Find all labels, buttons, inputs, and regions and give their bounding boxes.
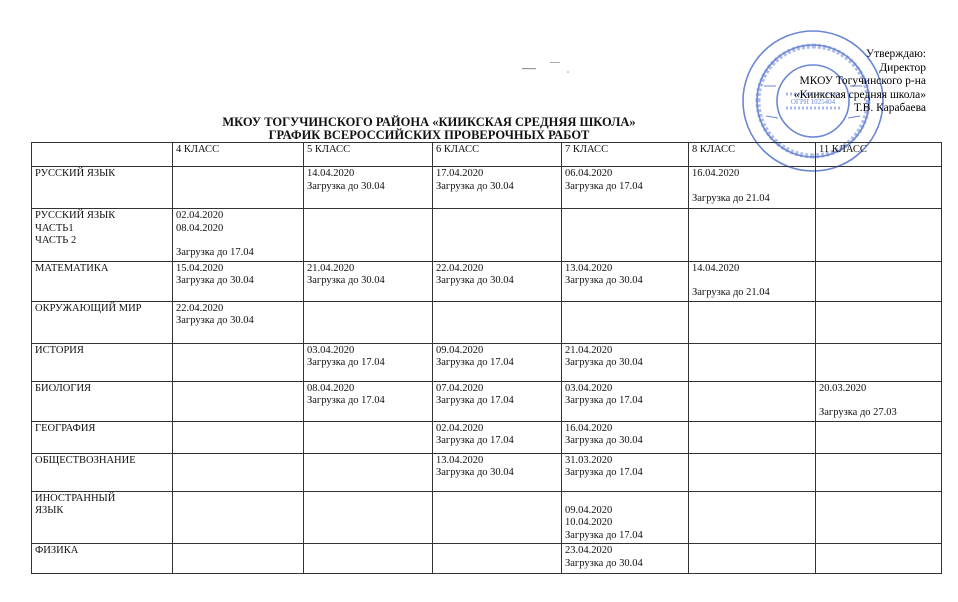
schedule-cell [173,381,304,421]
schedule-cell [173,301,304,343]
subject-name: ФИЗИКА [35,545,79,556]
schedule-cell [433,261,562,301]
test-date: 14.04.2020 [307,168,355,179]
table-row [32,209,942,262]
upload-deadline: Загрузка до 17.04 [436,435,514,446]
table-row [32,453,942,491]
test-date: 02.04.2020 [436,422,484,434]
schedule-cell [816,491,942,544]
test-date: 23.04.2020 [565,545,613,556]
table-row [32,167,942,209]
document-subtitle: ГРАФИК ВСЕРОССИЙСКИХ ПРОВЕРОЧНЫХ РАБОТ [268,128,590,142]
schedule-cell [304,491,433,544]
schedule-cell [433,343,562,381]
test-date: 31.03.2020 [565,454,613,466]
cell-spacer [565,493,685,505]
test-date: 13.04.2020 [436,454,484,466]
schedule-cell [433,301,562,343]
upload-deadline: Загрузка до 17.04 [565,180,643,192]
upload-deadline: Загрузка до 21.04 [692,192,770,204]
test-date: 09.04.2020 [436,344,484,356]
schedule-cell [433,421,562,453]
schedule-cell [433,453,562,491]
subject-cell [32,453,173,491]
test-date: 16.04.2020 [692,168,740,179]
schedule-cell [304,301,433,343]
subject-cell [32,343,173,381]
table-row [32,421,942,453]
schedule-cell [562,301,689,343]
schedule-cell [689,544,816,574]
upload-deadline: Загрузка до 30.04 [176,275,254,286]
subject-name: МАТЕМАТИКА [35,262,109,274]
seal-inner-text: ОГРН 1025404 [790,98,836,106]
upload-deadline: Загрузка до 30.04 [565,435,643,446]
schedule-cell [689,301,816,343]
schedule-cell [689,453,816,491]
subject-name: ИСТОРИЯ [35,344,84,356]
schedule-table [31,142,942,574]
schedule-cell [816,544,942,574]
schedule-cell [304,453,433,491]
table-row [32,301,942,343]
test-date: 14.04.2020 [692,262,740,274]
subject-name: ИНОСТРАННЫЙ [35,492,116,504]
upload-deadline: Загрузка до 30.04 [565,557,643,569]
schedule-cell [304,381,433,421]
upload-deadline: Загрузка до 17.04 [436,357,514,368]
test-date: 21.04.2020 [565,344,613,356]
upload-deadline: Загрузка до 30.04 [307,275,385,286]
cell-spacer [692,181,812,193]
test-date: 03.04.2020 [307,344,355,356]
cell-spacer [819,395,938,407]
upload-deadline: Загрузка до 27.03 [819,407,897,418]
subject-name: ОБЩЕСТВОЗНАНИЕ [35,454,136,466]
schedule-cell [562,381,689,421]
subject-name: РУССКИЙ ЯЗЫК [35,210,116,221]
subject-name: ЧАСТЬ 2 [35,235,77,246]
test-date: 22.04.2020 [176,302,224,314]
schedule-cell [433,167,562,209]
test-date: 02.04.2020 [176,210,224,221]
schedule-cell [304,544,433,574]
table-body [32,167,942,574]
schedule-cell [562,544,689,574]
subject-name: РУССКИЙ ЯЗЫК [35,168,116,179]
test-date: 13.04.2020 [565,262,613,274]
upload-deadline: Загрузка до 17.04 [307,357,385,368]
schedule-cell [816,261,942,301]
test-date: 03.04.2020 [565,382,613,394]
test-date: 08.04.2020 [307,382,355,394]
schedule-cell [816,453,942,491]
subject-cell [32,491,173,544]
upload-deadline: Загрузка до 30.04 [176,315,254,326]
header-cell-class: 8 КЛАСС [689,143,816,167]
schedule-cell [304,343,433,381]
cell-spacer [176,235,300,247]
schedule-cell [433,209,562,262]
schedule-cell [562,261,689,301]
subject-cell [32,209,173,262]
table-row [32,381,942,421]
test-date: 10.04.2020 [565,517,613,528]
upload-deadline: Загрузка до 17.04 [436,395,514,406]
schedule-cell [689,209,816,262]
subject-cell [32,167,173,209]
schedule-cell [562,343,689,381]
upload-deadline: Загрузка до 17.04 [176,247,254,258]
test-date: 07.04.2020 [436,382,484,394]
schedule-cell [173,544,304,574]
test-date: 21.04.2020 [307,262,355,274]
schedule-cell [304,421,433,453]
schedule-cell [562,491,689,544]
schedule-cell [173,453,304,491]
header-cell-class: 5 КЛАСС [304,143,433,167]
upload-deadline: Загрузка до 17.04 [565,529,643,541]
schedule-cell [173,343,304,381]
table-row [32,261,942,301]
upload-deadline: Загрузка до 17.04 [565,395,643,406]
schedule-cell [562,167,689,209]
upload-deadline: Загрузка до 17.04 [565,467,643,478]
schedule-cell [433,381,562,421]
schedule-cell [689,167,816,209]
header-cell-class: 6 КЛАСС [433,143,562,167]
schedule-cell [173,167,304,209]
header-cell-class: 7 КЛАСС [562,143,689,167]
header-cell-subject [32,143,173,167]
upload-deadline: Загрузка до 30.04 [565,357,643,368]
upload-deadline: Загрузка до 30.04 [436,180,514,192]
upload-deadline: Загрузка до 21.04 [692,287,770,298]
scan-specks [520,60,580,80]
test-date: 09.04.2020 [565,504,613,516]
schedule-cell [304,209,433,262]
schedule-cell [433,491,562,544]
upload-deadline: Загрузка до 30.04 [307,180,385,192]
schedule-cell [173,491,304,544]
test-date: 20.03.2020 [819,382,867,394]
test-date: 22.04.2020 [436,262,484,274]
subject-name: ГЕОГРАФИЯ [35,422,96,434]
schedule-cell [562,209,689,262]
schedule-cell [173,261,304,301]
subject-cell [32,261,173,301]
subject-name: ЧАСТЬ1 [35,222,74,234]
upload-deadline: Загрузка до 30.04 [565,275,643,286]
header-cell-class: 4 КЛАСС [173,143,304,167]
schedule-cell [689,491,816,544]
subject-cell [32,421,173,453]
table-header-row [32,143,942,167]
schedule-cell [562,421,689,453]
subject-name: БИОЛОГИЯ [35,382,92,394]
schedule-cell [816,381,942,421]
upload-deadline: Загрузка до 17.04 [307,395,385,406]
schedule-cell [689,261,816,301]
upload-deadline: Загрузка до 30.04 [436,275,514,286]
schedule-cell [304,261,433,301]
test-date: 16.04.2020 [565,422,613,434]
table-row [32,491,942,544]
subject-name: ОКРУЖАЮЩИЙ МИР [35,302,142,314]
schedule-cell [433,544,562,574]
subject-cell [32,301,173,343]
upload-deadline: Загрузка до 30.04 [436,467,514,478]
schedule-cell [173,421,304,453]
test-date: 17.04.2020 [436,168,484,179]
schedule-cell [304,167,433,209]
schedule-cell [689,421,816,453]
document-title: МКОУ ТОГУЧИНСКОГО РАЙОНА «КИИКСКАЯ СРЕДНЯЯ ШКОЛА» [222,115,636,129]
test-date: 08.04.2020 [176,222,224,234]
schedule-cell [816,167,942,209]
approval-line: МКОУ Тогучинского р-на [799,75,926,87]
cell-spacer [692,275,812,287]
test-date: 15.04.2020 [176,262,224,274]
schedule-cell [689,381,816,421]
subject-cell [32,381,173,421]
table-row [32,343,942,381]
schedule-cell [816,301,942,343]
schedule-cell [816,209,942,262]
approval-line: «Киикская средняя школа» [793,88,926,101]
approval-block [794,48,926,116]
table-row [32,544,942,574]
schedule-cell [816,343,942,381]
subject-cell [32,544,173,574]
header-cell-class: 11 КЛАСС [816,143,942,167]
schedule-cell [562,453,689,491]
schedule-cell [173,209,304,262]
test-date: 06.04.2020 [565,168,613,179]
subject-name: ЯЗЫК [35,505,64,516]
approval-line: Утверждаю: [865,48,926,60]
schedule-cell [689,343,816,381]
approval-signature-line: Т.В. Карабаева [853,102,926,114]
approval-line: Директор [879,61,926,74]
schedule-cell [816,421,942,453]
